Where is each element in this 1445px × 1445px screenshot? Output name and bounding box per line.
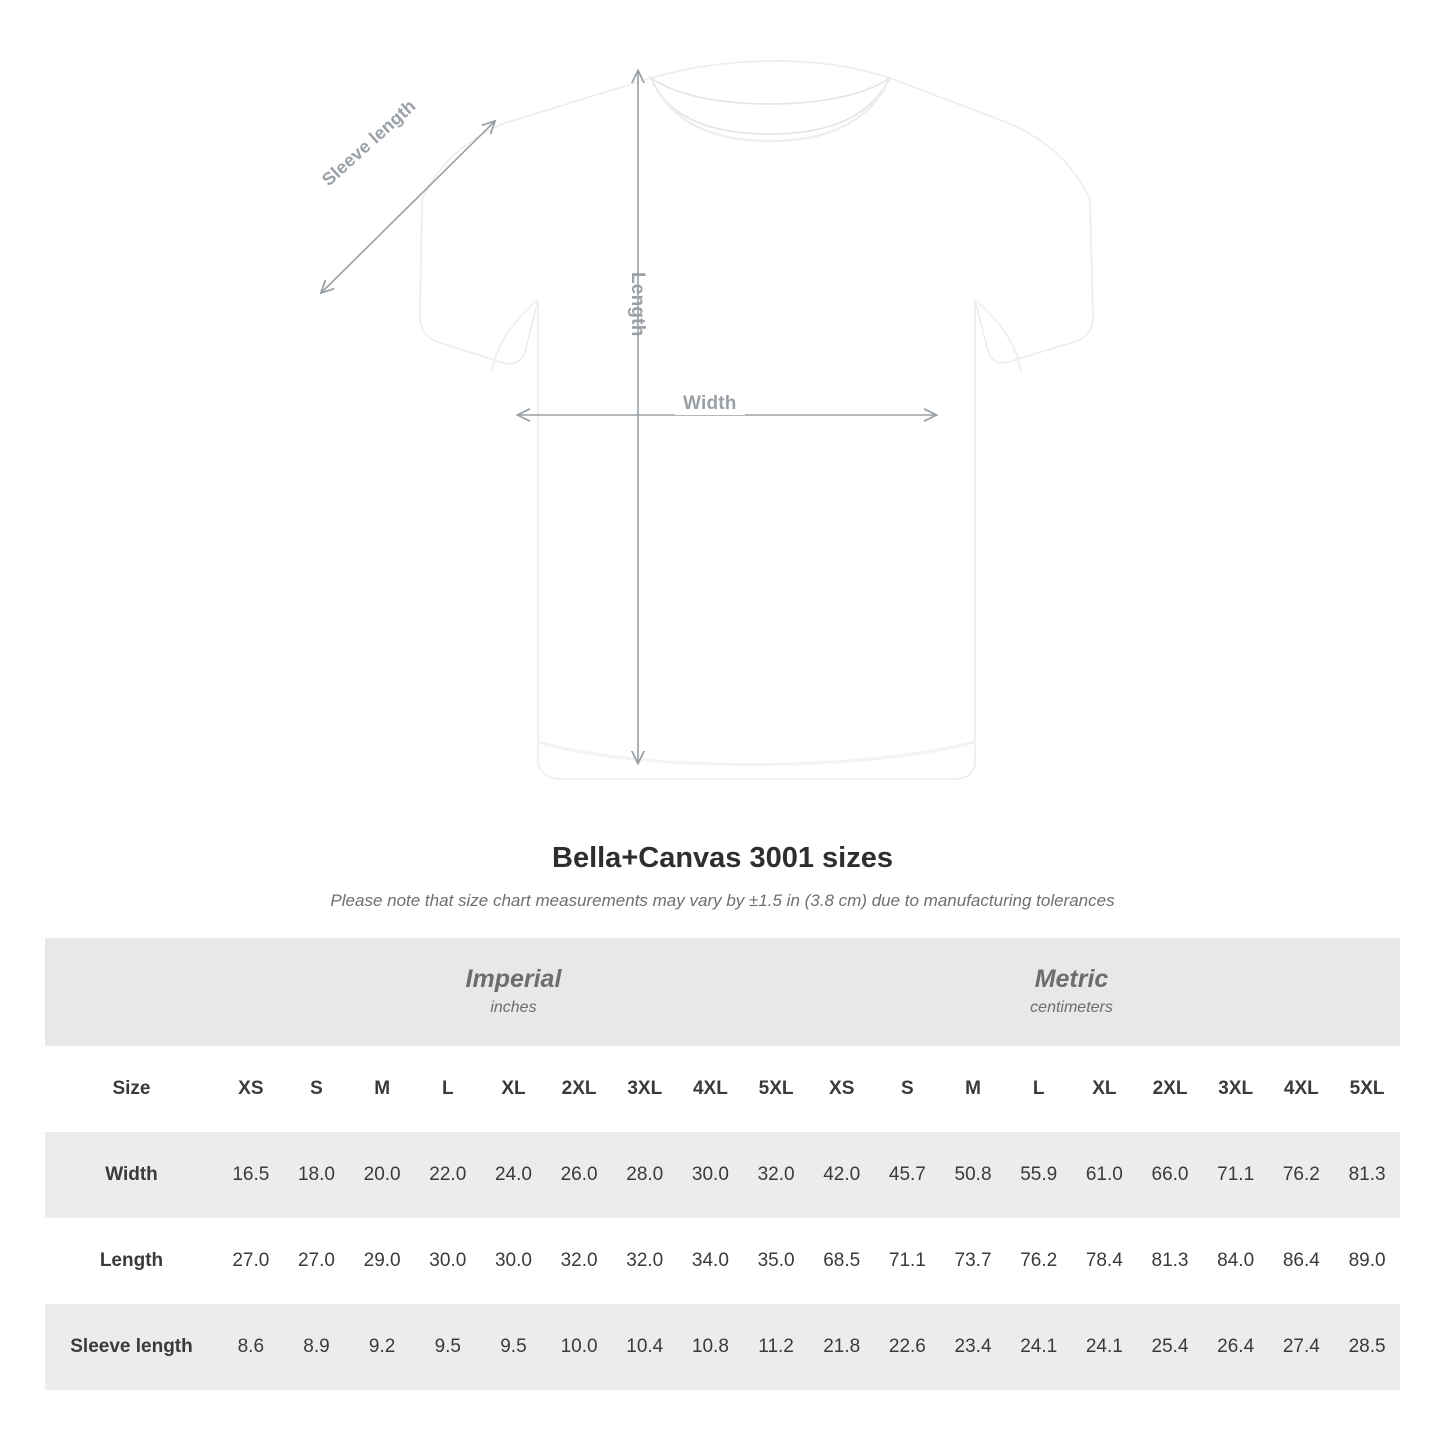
size-table (45, 938, 1400, 1390)
table-cell: 16.5 (218, 1132, 284, 1218)
width-label: Width (675, 393, 745, 415)
table-cell: 81.3 (1334, 1132, 1400, 1218)
size-col-header: L (415, 1046, 481, 1132)
table-cell: 21.8 (809, 1304, 875, 1390)
table-cell: 22.6 (875, 1304, 941, 1390)
table-cell: 9.5 (415, 1304, 481, 1390)
table-cell: 73.7 (940, 1218, 1006, 1304)
size-col-header: 4XL (1269, 1046, 1335, 1132)
table-cell: 84.0 (1203, 1218, 1269, 1304)
table-cell: 26.4 (1203, 1304, 1269, 1390)
metric-band-end (1334, 938, 1400, 1046)
table-row (45, 1304, 1400, 1390)
chart-header (0, 842, 1445, 911)
tshirt-shape (420, 61, 1093, 779)
table-cell: 11.2 (743, 1304, 809, 1390)
table-cell: 8.9 (284, 1304, 350, 1390)
size-table-wrapper (45, 938, 1400, 1390)
size-col-header: 2XL (546, 1046, 612, 1132)
size-col-header: 5XL (1334, 1046, 1400, 1132)
table-cell: 71.1 (1203, 1132, 1269, 1218)
metric-subtitle: centimeters (1030, 998, 1113, 1016)
table-cell: 30.0 (415, 1218, 481, 1304)
size-col-header: 2XL (1137, 1046, 1203, 1132)
table-cell: 24.1 (1006, 1304, 1072, 1390)
imperial-subtitle: inches (490, 998, 537, 1016)
table-cell: 24.1 (1072, 1304, 1138, 1390)
table-cell: 86.4 (1269, 1218, 1335, 1304)
table-cell: 24.0 (481, 1132, 547, 1218)
table-cell: 18.0 (284, 1132, 350, 1218)
table-cell: 26.0 (546, 1132, 612, 1218)
size-col-header: XS (218, 1046, 284, 1132)
size-col-header: 5XL (743, 1046, 809, 1132)
metric-band (809, 938, 1334, 1046)
table-cell: 71.1 (875, 1218, 941, 1304)
table-cell: 81.3 (1137, 1218, 1203, 1304)
table-cell: 9.2 (349, 1304, 415, 1390)
table-cell: 27.0 (284, 1218, 350, 1304)
imperial-band (218, 938, 809, 1046)
table-cell: 8.6 (218, 1304, 284, 1390)
table-cell: 30.0 (481, 1218, 547, 1304)
page-title: Bella+Canvas 3001 sizes (552, 842, 893, 874)
table-cell: 23.4 (940, 1304, 1006, 1390)
row-label: Sleeve length (45, 1304, 218, 1390)
table-cell: 61.0 (1072, 1132, 1138, 1218)
table-cell: 10.8 (678, 1304, 744, 1390)
table-cell: 29.0 (349, 1218, 415, 1304)
table-row (45, 1218, 1400, 1304)
table-cell: 32.0 (743, 1132, 809, 1218)
table-cell: 27.4 (1269, 1304, 1335, 1390)
metric-title: Metric (1034, 964, 1109, 993)
length-label: Length (627, 272, 648, 337)
size-col-header: 4XL (678, 1046, 744, 1132)
table-cell: 25.4 (1137, 1304, 1203, 1390)
table-cell: 10.4 (612, 1304, 678, 1390)
size-header-cell: Size (45, 1046, 218, 1132)
table-cell: 89.0 (1334, 1218, 1400, 1304)
size-col-header: M (940, 1046, 1006, 1132)
row-label: Length (45, 1218, 218, 1304)
size-col-header: M (349, 1046, 415, 1132)
table-cell: 32.0 (546, 1218, 612, 1304)
table-cell: 34.0 (678, 1218, 744, 1304)
table-cell: 68.5 (809, 1218, 875, 1304)
unit-band-row (45, 938, 1400, 1046)
row-label: Width (45, 1132, 218, 1218)
table-cell: 76.2 (1269, 1132, 1335, 1218)
table-cell: 50.8 (940, 1132, 1006, 1218)
size-col-header: S (875, 1046, 941, 1132)
table-cell: 9.5 (481, 1304, 547, 1390)
table-cell: 78.4 (1072, 1218, 1138, 1304)
table-cell: 28.5 (1334, 1304, 1400, 1390)
table-cell: 28.0 (612, 1132, 678, 1218)
table-cell: 10.0 (546, 1304, 612, 1390)
table-cell: 76.2 (1006, 1218, 1072, 1304)
table-cell: 20.0 (349, 1132, 415, 1218)
unit-band-spacer (45, 938, 218, 1046)
size-col-header: XS (809, 1046, 875, 1132)
table-cell: 66.0 (1137, 1132, 1203, 1218)
table-cell: 35.0 (743, 1218, 809, 1304)
table-cell: 27.0 (218, 1218, 284, 1304)
table-header-row (45, 1046, 1400, 1132)
table-cell: 55.9 (1006, 1132, 1072, 1218)
size-col-header: 3XL (612, 1046, 678, 1132)
size-col-header: S (284, 1046, 350, 1132)
table-cell: 30.0 (678, 1132, 744, 1218)
size-col-header: XL (1072, 1046, 1138, 1132)
tolerance-note: Please note that size chart measurements may vary by ±1.5 in (3.8 cm) due to manufacturing tolerances (330, 891, 1115, 910)
table-cell: 42.0 (809, 1132, 875, 1218)
imperial-title: Imperial (465, 964, 562, 993)
table-cell: 32.0 (612, 1218, 678, 1304)
size-col-header: 3XL (1203, 1046, 1269, 1132)
table-row (45, 1132, 1400, 1218)
table-cell: 45.7 (875, 1132, 941, 1218)
size-col-header: XL (481, 1046, 547, 1132)
size-col-header: L (1006, 1046, 1072, 1132)
sleeve-length-label: Sleeve length (318, 95, 420, 190)
table-cell: 22.0 (415, 1132, 481, 1218)
